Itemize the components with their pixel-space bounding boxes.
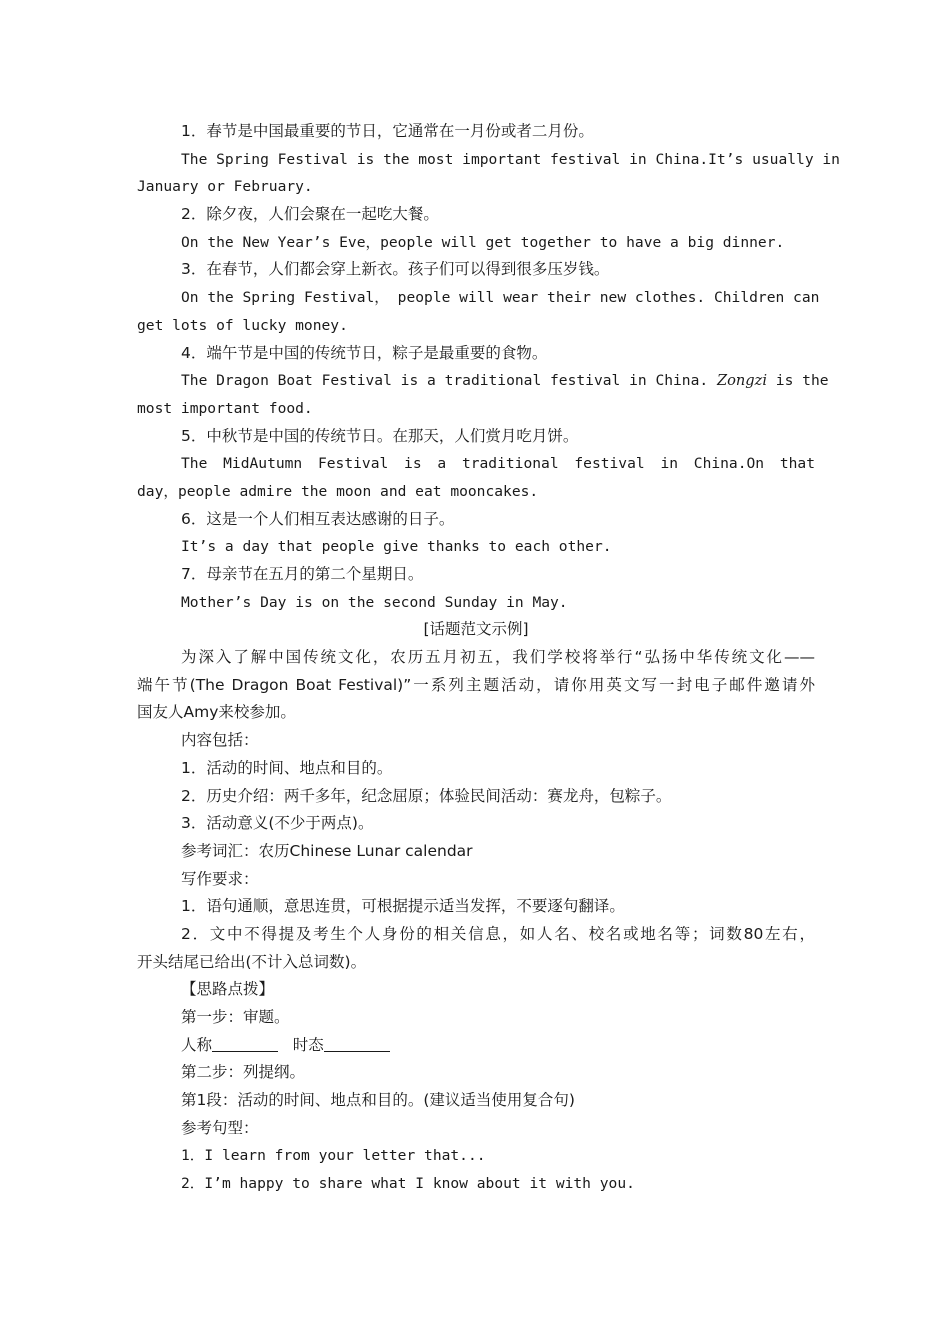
item-4-chinese: 4．端午节是中国的传统节日，粽子是最重要的食物。 [181, 343, 548, 362]
item-4-english-part-b: is the [775, 372, 829, 390]
item-5-chinese: 5．中秋节是中国的传统节日。在那天，人们赏月吃月饼。 [181, 426, 579, 445]
item-6-chinese: 6．这是一个人们相互表达感谢的日子。 [181, 509, 455, 528]
prompt-line-3: 国友人Amy来校参加。 [137, 703, 296, 722]
requirement-1: 1．语句通顺，意思连贯，可根据提示适当发挥，不要逐句翻译。 [181, 897, 625, 916]
step-2: 第二步：列提纲。 [181, 1063, 306, 1082]
item-1-english-line-2: January or February. [137, 178, 313, 196]
item-5-english-line-2: day，people admire the moon and eat mooncakes. [137, 482, 539, 500]
paragraph-1-outline: 第1段：活动的时间、地点和目的。(建议适当使用复合句) [181, 1091, 575, 1110]
step-1: 第一步：审题。 [181, 1008, 290, 1026]
content-item-1: 1．活动的时间、地点和目的。 [181, 758, 393, 777]
prompt-line-1: 为深入了解中国传统文化，农历五月初五，我们学校将举行“弘扬中华传统文化—— [181, 648, 815, 667]
item-4-english-line-2: most important food. [137, 399, 313, 417]
requirements-label: 写作要求： [181, 869, 259, 888]
person-label: 人称 [181, 1035, 213, 1054]
item-4-english-part-a: The Dragon Boat Festival is a traditional festival in China. [181, 372, 709, 390]
item-7-chinese: 7．母亲节在五月的第二个星期日。 [181, 565, 424, 583]
sentence-pattern-2: 2．I’m happy to share what I know about it with you. [181, 1175, 635, 1193]
reference-patterns-label: 参考句型： [181, 1118, 259, 1137]
prompt-line-2: 端午节(The Dragon Boat Festival)”一系列主题活动，请你用英文写一封电子邮件邀请外 [137, 675, 815, 694]
person-blank [212, 1033, 278, 1052]
tense-blank [324, 1033, 390, 1052]
person-tense-blanks [137, 1032, 815, 1060]
requirement-2-line-2: 开头结尾已给出(不计入总词数)。 [137, 952, 367, 971]
item-3-english-line-2: get lots of lucky money. [137, 316, 348, 334]
item-6-english: It’s a day that people give thanks to each other. [181, 538, 612, 556]
sentence-pattern-1: 1．I learn from your letter that... [181, 1147, 486, 1165]
content-item-3: 3．活动意义(不少于两点)。 [181, 814, 374, 833]
item-2-chinese: 2．除夕夜，人们会聚在一起吃大餐。 [181, 205, 439, 224]
section-title: [话题范文示例] [423, 620, 529, 639]
item-3-chinese: 3．在春节，人们都会穿上新衣。孩子们可以得到很多压岁钱。 [181, 260, 610, 279]
item-5-english-line-1: The MidAutumn Festival is a traditional festival in China.On that [181, 455, 815, 473]
item-2-english: On the New Year’s Eve，people will get together to have a big dinner. [181, 233, 785, 251]
zongzi-italic-term: Zongzi [716, 372, 767, 390]
requirement-2-line-1: 2．文中不得提及考生个人身份的相关信息，如人名、校名或地名等；词数80左右， [181, 924, 815, 943]
item-3-english-line-1: On the Spring Festival， people will wear their new clothes. Children can [181, 289, 820, 307]
tips-title: 【思路点拨】 [181, 980, 275, 999]
item-1-english-line-1: The Spring Festival is the most important festival in China.It’s usually in [181, 150, 840, 168]
content-item-2: 2．历史介绍：两千多年，纪念屈原；体验民间活动：赛龙舟，包粽子。 [181, 786, 672, 805]
item-4-english-line-1 [137, 367, 829, 395]
document-content [137, 118, 840, 1198]
item-7-english: Mother’s Day is on the second Sunday in May. [181, 593, 568, 611]
vocab-reference: 参考词汇：农历Chinese Lunar calendar [181, 841, 473, 860]
tense-label: 时态 [292, 1035, 324, 1054]
content-label: 内容包括： [181, 731, 259, 750]
item-1-chinese: 1．春节是中国最重要的节日，它通常在一月份或者二月份。 [181, 122, 594, 140]
